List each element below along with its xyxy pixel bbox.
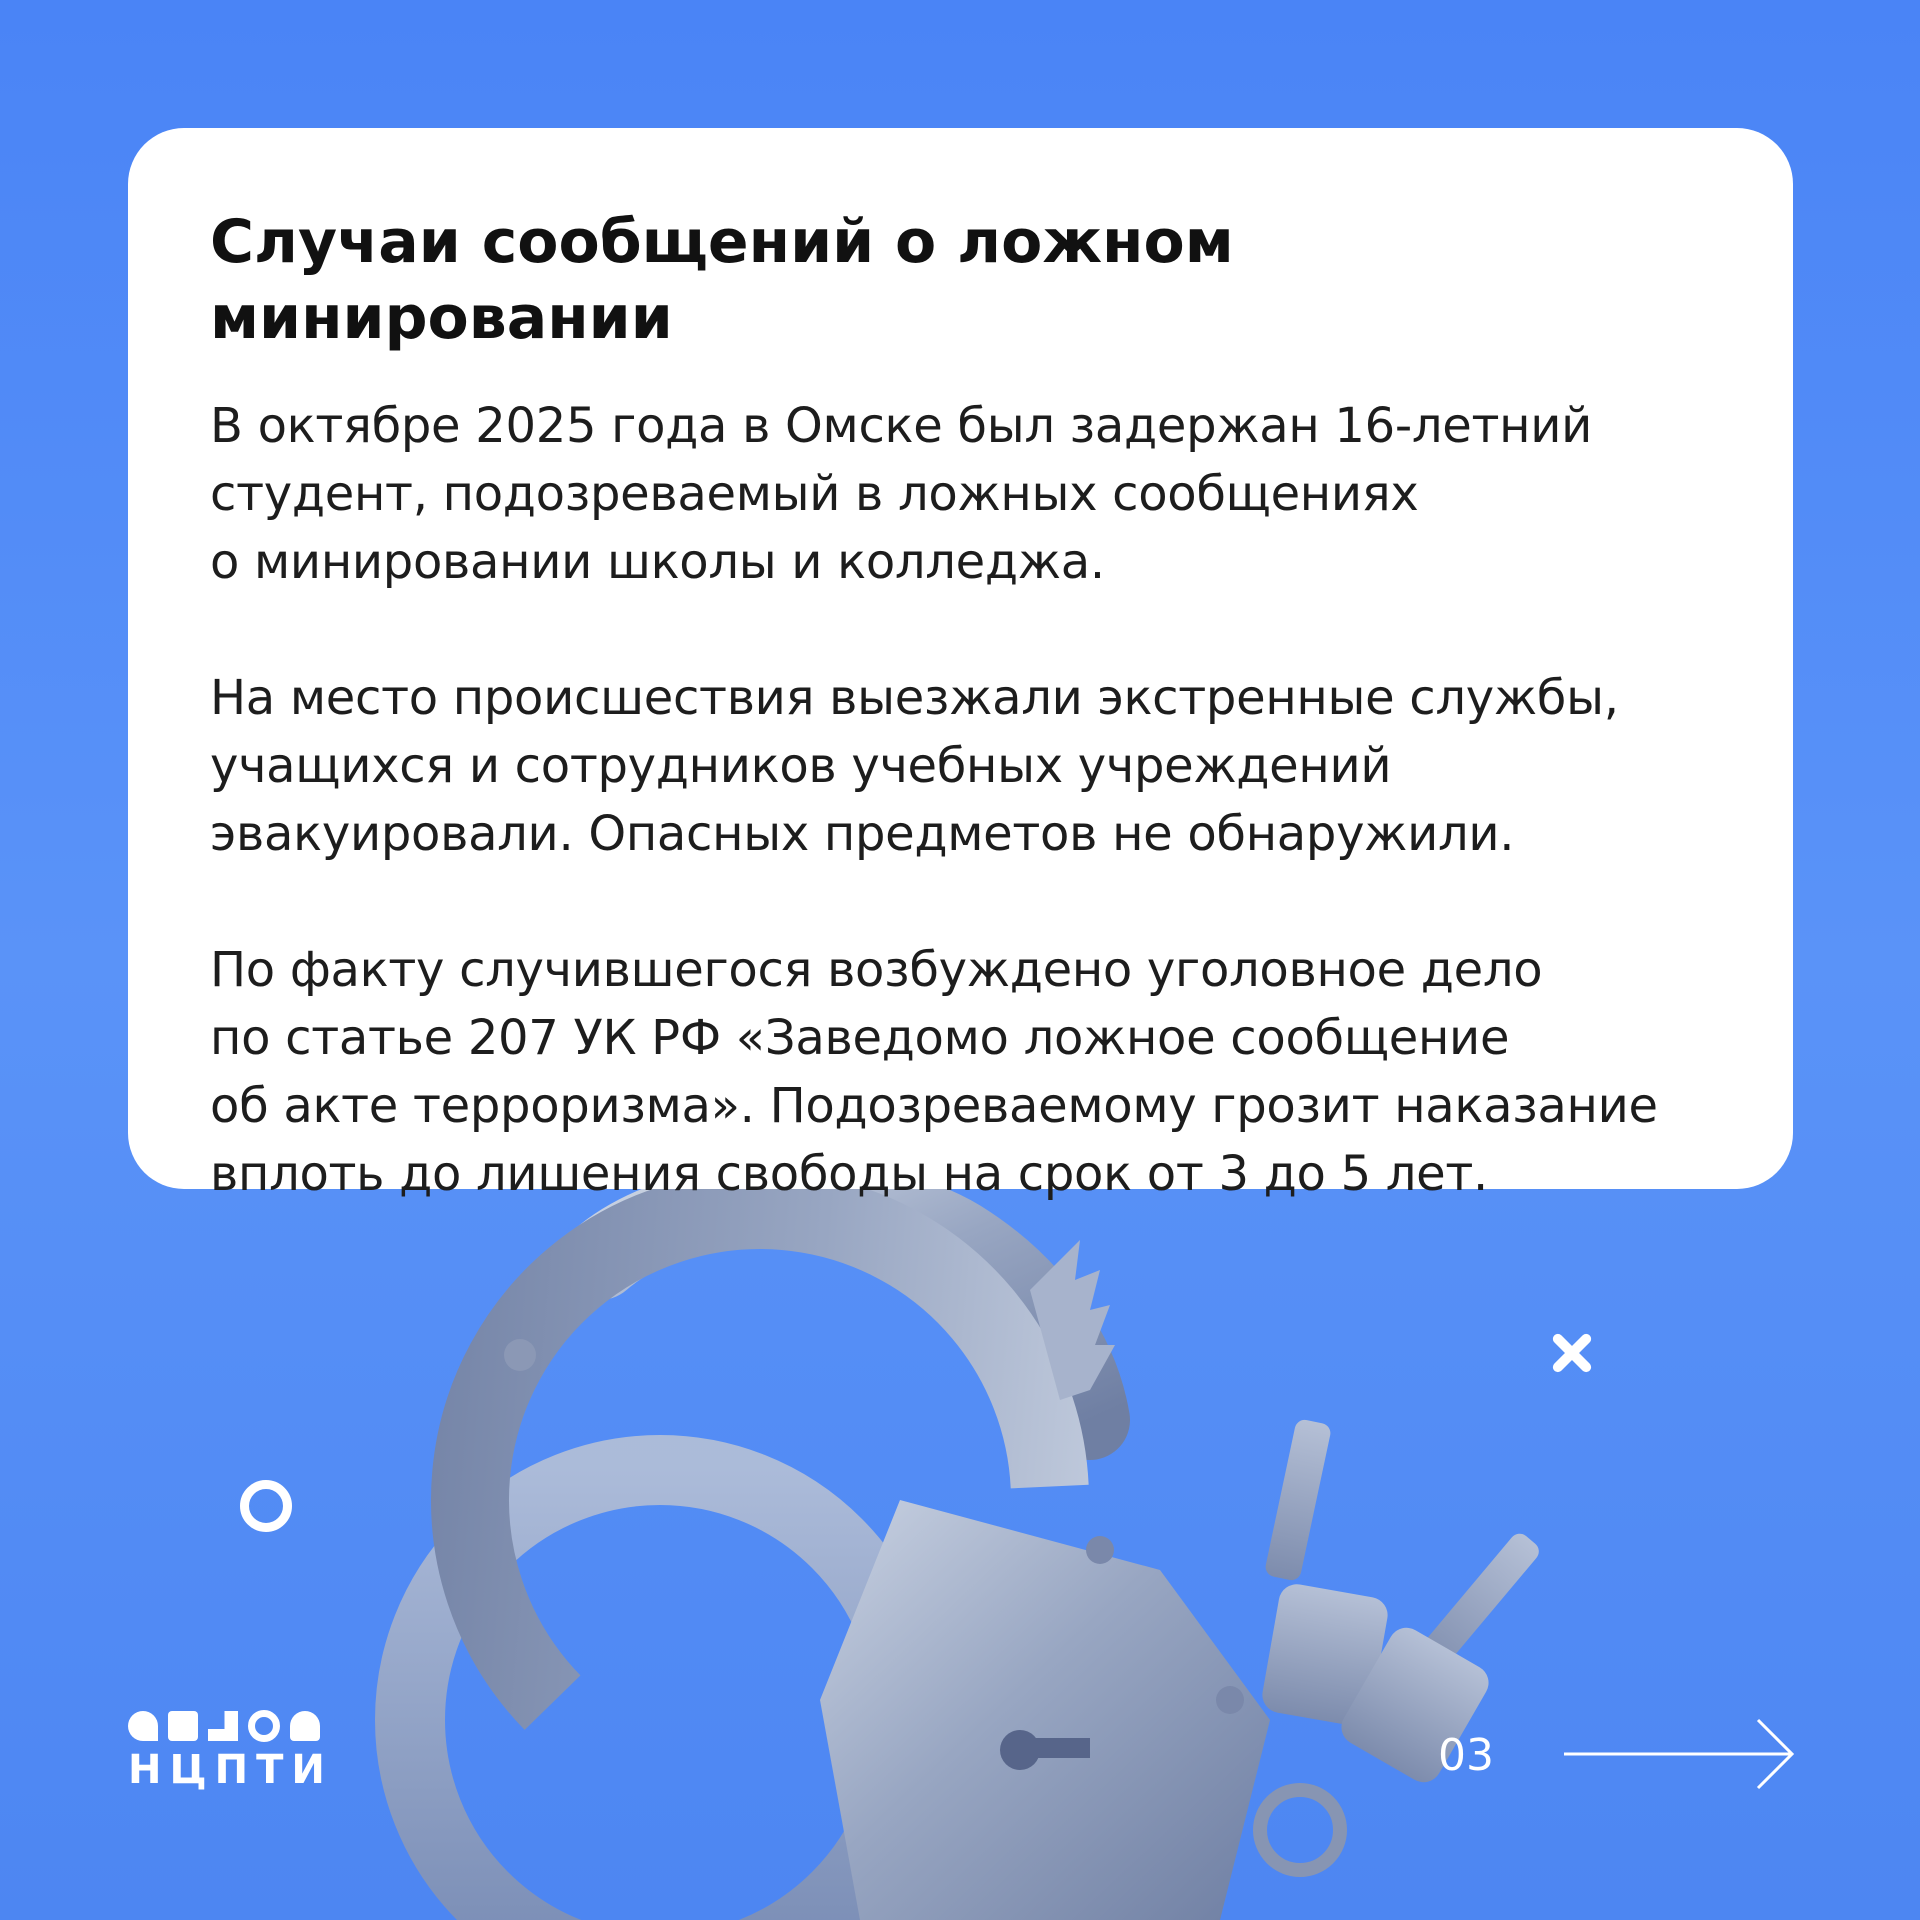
card-title: Случаи сообщений о ложном минировании [210,207,1234,353]
keys [1260,1418,1543,1870]
page-number: 03 [1438,1730,1494,1781]
paragraph-3-line-4: вплоть до лишения свободы на срок от 3 до 5 лет. [210,1146,1488,1202]
cross-icon [1548,1330,1594,1376]
logo-symbols [128,1710,333,1742]
logo-symbol-play-icon [168,1711,198,1741]
paragraph-2-line-1: На место происшествия выезжали экстренные службы, [210,670,1619,726]
brand-logo [128,1710,333,1792]
logo-symbol-half-circle-icon [128,1711,158,1741]
paragraph-1-line-3: о минировании школы и колледжа. [210,534,1105,590]
logo-symbol-person-icon [290,1711,320,1741]
circle-icon [240,1480,292,1532]
paragraph-3 [210,936,1713,1208]
lock-body [820,1500,1270,1920]
paragraph-3-line-1: По факту случившегося возбуждено уголовное дело [210,942,1543,998]
arrow-right-icon[interactable] [1562,1716,1798,1792]
paragraph-1-line-2: студент, подозреваемый в ложных сообщениях [210,466,1419,522]
paragraph-1 [210,392,1713,596]
paragraph-3-line-2: по статье 207 УК РФ «Заведомо ложное сообщение [210,1010,1510,1066]
paragraph-1-line-1: В октябре 2025 года в Омске был задержан 16-летний [210,398,1593,454]
paragraph-2-line-3: эвакуировали. Опасных предметов не обнаружили. [210,806,1515,862]
paragraph-3-line-3: об акте терроризма». Подозреваемому грозит наказание [210,1078,1658,1134]
logo-symbol-step-icon [208,1711,238,1741]
logo-text: НЦПТИ [128,1747,333,1793]
logo-symbol-ring-icon [248,1710,280,1742]
paragraph-2 [210,664,1713,868]
paragraph-2-line-2: учащихся и сотрудников учебных учреждений [210,738,1392,794]
info-card [128,128,1793,1202]
